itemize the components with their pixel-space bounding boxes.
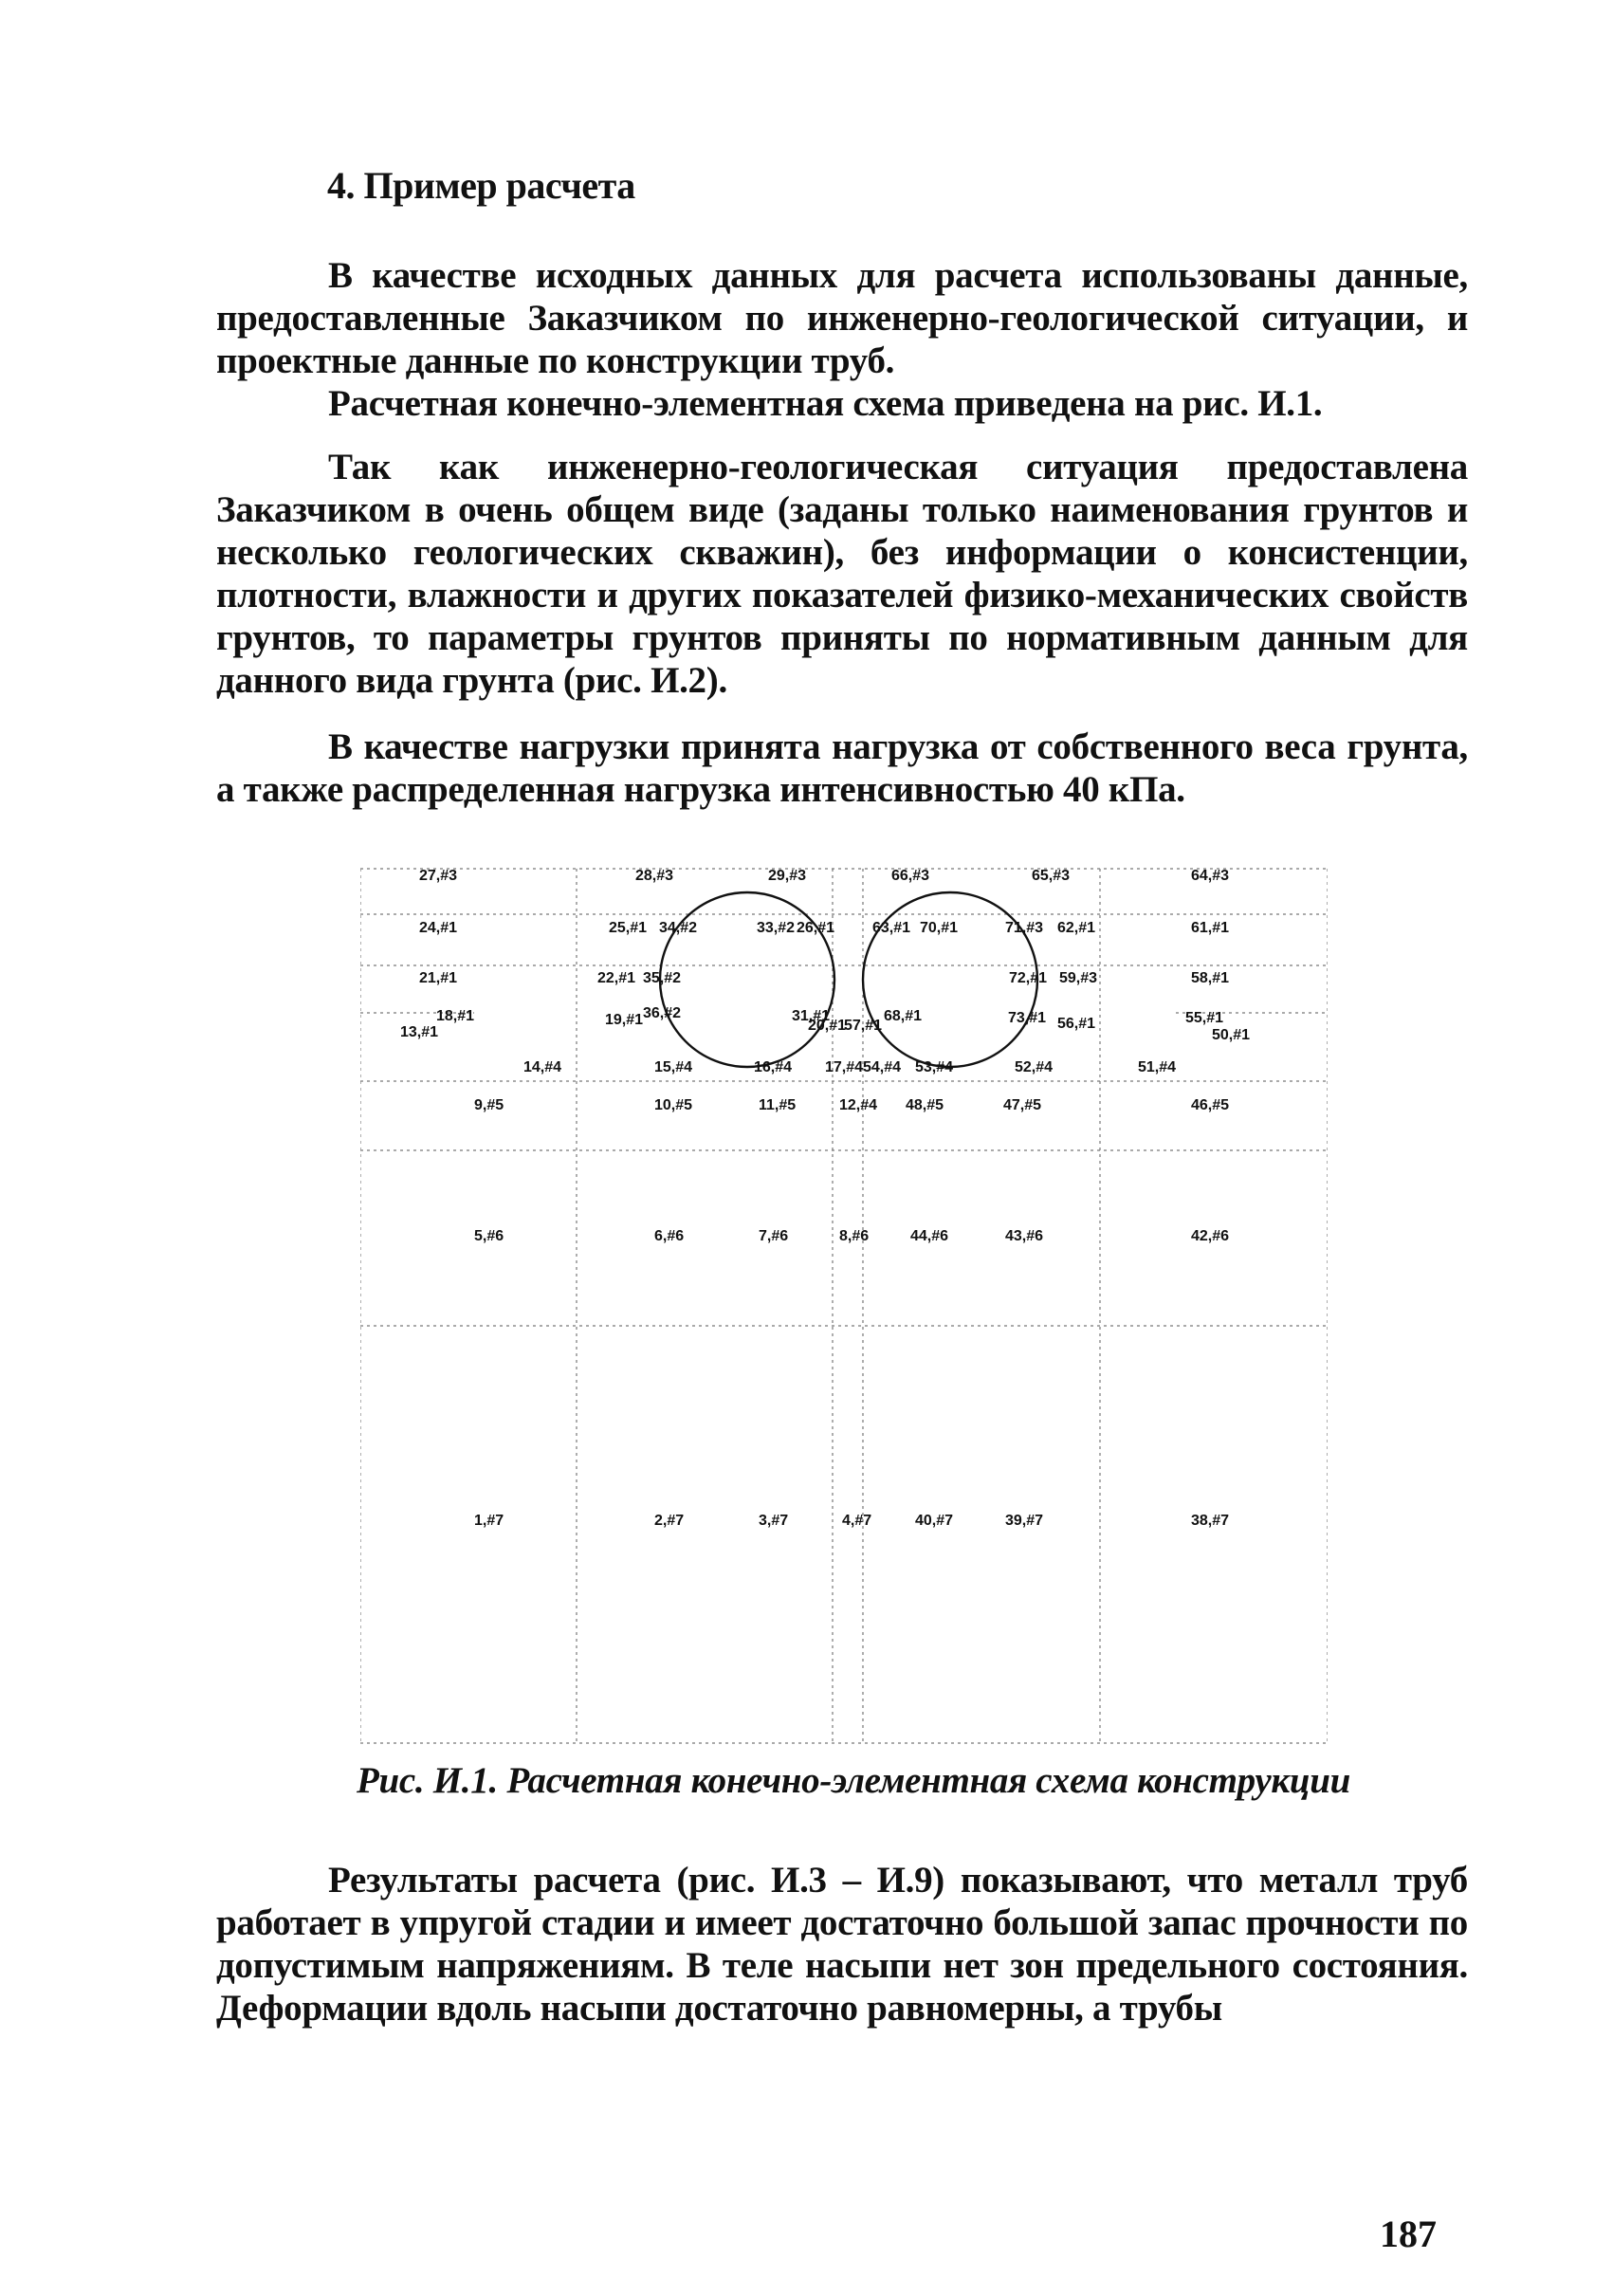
- element-label: 72,#1: [1009, 970, 1048, 986]
- element-label: 39,#7: [1005, 1513, 1044, 1529]
- element-label: 36,#2: [643, 1005, 682, 1021]
- element-label: 50,#1: [1212, 1027, 1251, 1043]
- element-label: 26,#1: [797, 920, 835, 936]
- element-label: 65,#3: [1032, 868, 1071, 884]
- element-label: 34,#2: [659, 920, 698, 936]
- figure-caption: Рис. И.1. Расчетная конечно-элементная схема конструкции: [356, 1760, 1351, 1801]
- element-label: 40,#7: [915, 1513, 954, 1529]
- element-label: 4,#7: [842, 1513, 872, 1529]
- element-label: 10,#5: [654, 1097, 693, 1113]
- element-label: 24,#1: [419, 920, 458, 936]
- element-label: 8,#6: [839, 1228, 870, 1244]
- section-heading: 4. Пример расчета: [327, 164, 635, 207]
- element-label: 27,#3: [419, 868, 458, 884]
- element-label: 29,#3: [768, 868, 807, 884]
- element-label: 61,#1: [1191, 920, 1230, 936]
- fe-scheme-drawing: [360, 861, 1328, 1748]
- element-label: 55,#1: [1185, 1010, 1224, 1026]
- paragraph-results: Результаты расчета (рис. И.3 – И.9) показывают, что металл труб работает в упругой стадии и имеет достаточно большой запас прочности по допустимым напряжениям. В теле насыпи нет зон предельного состояния. Деформации вдоль насыпи достаточно равномерны, а трубы: [216, 1860, 1468, 2029]
- element-label: 22,#1: [597, 970, 636, 986]
- element-label: 52,#4: [1015, 1059, 1054, 1075]
- element-label: 56,#1: [1057, 1016, 1096, 1032]
- element-label: 38,#7: [1191, 1513, 1230, 1529]
- element-label: 59,#3: [1059, 970, 1098, 986]
- element-label: 66,#3: [891, 868, 930, 884]
- element-label: 2,#7: [654, 1513, 685, 1529]
- element-label: 12,#4: [839, 1097, 878, 1113]
- element-label: 51,#4: [1138, 1059, 1177, 1075]
- element-label: 48,#5: [906, 1097, 944, 1113]
- element-label: 62,#1: [1057, 920, 1096, 936]
- element-label: 70,#1: [920, 920, 959, 936]
- element-label: 3,#7: [759, 1513, 789, 1529]
- element-label: 19,#1: [605, 1012, 644, 1028]
- page-number: 187: [1380, 2213, 1437, 2255]
- element-label: 25,#1: [609, 920, 648, 936]
- element-label: 21,#1: [419, 970, 458, 986]
- element-label: 1,#7: [474, 1513, 504, 1529]
- element-label: 44,#6: [910, 1228, 949, 1244]
- element-label: 73,#1: [1008, 1010, 1047, 1026]
- element-labels: [400, 868, 1250, 1529]
- paragraph-input-data: В качестве исходных данных для расчета использованы данные, предоставленные Заказчиком по инженерно-геологической ситуации, и проектные данные по конструкции труб.: [216, 255, 1468, 381]
- element-label: 20,#1: [808, 1018, 847, 1034]
- element-label: 6,#6: [654, 1228, 685, 1244]
- fe-scheme-figure: [360, 861, 1328, 1748]
- pipe-left-outline: [660, 892, 834, 1067]
- element-label: 5,#6: [474, 1228, 504, 1244]
- element-label: 16,#4: [754, 1059, 793, 1075]
- element-label: 14,#4: [523, 1059, 562, 1075]
- element-label: 68,#1: [884, 1008, 923, 1024]
- element-label: 58,#1: [1191, 970, 1230, 986]
- paragraph-scheme-reference: Расчетная конечно-элементная схема приведена на рис. И.1.: [328, 383, 1323, 424]
- element-label: 54,#4: [863, 1059, 902, 1075]
- element-label: 15,#4: [654, 1059, 693, 1075]
- element-label: 18,#1: [436, 1008, 475, 1024]
- element-label: 7,#6: [759, 1228, 789, 1244]
- element-label: 28,#3: [635, 868, 674, 884]
- element-label: 43,#6: [1005, 1228, 1044, 1244]
- element-label: 9,#5: [474, 1097, 504, 1113]
- element-label: 47,#5: [1003, 1097, 1042, 1113]
- element-label: 64,#3: [1191, 868, 1230, 884]
- element-label: 11,#5: [759, 1097, 797, 1113]
- element-label: 31,#1: [792, 1008, 831, 1024]
- element-label: 46,#5: [1191, 1097, 1230, 1113]
- paragraph-load: В качестве нагрузки принята нагрузка от собственного веса грунта, а также распределенная нагрузка интенсивностью 40 кПа.: [216, 726, 1468, 810]
- element-label: 35,#2: [643, 970, 682, 986]
- element-label: 17,#4: [825, 1059, 864, 1075]
- element-label: 53,#4: [915, 1059, 954, 1075]
- element-label: 42,#6: [1191, 1228, 1230, 1244]
- mesh-lines: [360, 869, 1328, 1743]
- element-label: 71,#3: [1005, 920, 1044, 936]
- element-label: 13,#1: [400, 1024, 439, 1040]
- paragraph-soil-parameters: Так как инженерно-геологическая ситуация предоставлена Заказчиком в очень общем виде (заданы только наименования грунтов и несколько геологических скважин), без информации о консистенции, плотности, влажности и других показателей физико-механических свойств грунтов, то параметры грунтов приняты по нормативным данным для данного вида грунта (рис. И.2).: [216, 447, 1468, 701]
- element-label: 57,#1: [844, 1018, 883, 1034]
- element-label: 33,#2: [757, 920, 796, 936]
- element-label: 63,#1: [872, 920, 911, 936]
